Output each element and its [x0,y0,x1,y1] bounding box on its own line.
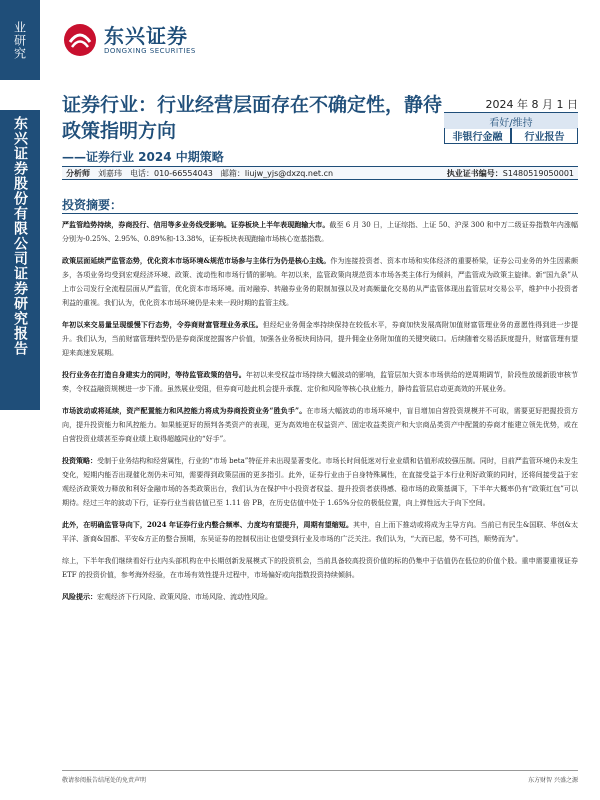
disclaimer-note: 敬请参阅报告结尾处的免责声明 [62,777,147,784]
sidebar [0,0,40,800]
analyst-phone: 010-66554043 [154,168,213,178]
sidebar-main-label: 东兴证券股份有限公司证券研究报告 [0,110,40,410]
analyst-email[interactable]: liujw_yjs@dxzq.net.cn [244,168,334,178]
analyst-bar [62,166,578,180]
email-label: 邮箱： [220,168,245,178]
paragraph: 此外，在明确监管导向下，2024 年证券行业内整合频率、力度均有望提升，周期有望缩短。其中，自上而下推动或将成为主导方向。当前已有民生&国联、华创&太平洋、浙商&国都、平安&方正的整合预期，东吴证券的控制权出让也望受到行业及市场的广泛关注。我们认为，“大而已起，势不可挡，顺势而为”。 [62,520,578,543]
paragraph: 年初以来交易量呈现缓慢下行态势，令券商财富管理业务承压。但经纪业务佣金率持续保持在较低水平，券商加快发展高附加值财富管理业务的意愿性得到进一步提升。我们认为，当前财富管理转型仍是券商深度挖掘客户价值，加强各业务板块间协同，提升佣金业务附加值的关键突破口。后续随着交易活跃度提升，财富管理有望迎来高速发展期。 [62,320,579,357]
paragraph: 严监管趋势持续，券商投行、信用等多业务线受影响。证券板块上半年表现跑输大市。截至 6 月 30 日，上证综指、上证 50、沪深 300 和中万二级证券指数年内涨幅分别为-0.25%、2.95%、0.89%和-13.38%，证券板块表现跑输市场核心宽基指数。 [62,220,578,243]
paragraph: 投行业务在打造自身建实力的同时，等待监管政策的信号。年初以来受权益市场持续大幅波动的影响，监管层加大资本市场供给的逆周期调节，阶段性放缓新股审核节奏，令权益融资规模进一步下滑。虽然展业受阻，但券商可趁此机会提升承揽、定价和风险等核心执业能力，静待监管层启动更高效的开展业务。 [62,370,579,393]
risk-warning: 风险提示：宏观经济下行风险、政策风险、市场风险、流动性风险。 [62,592,272,601]
report-date: 2024 年 8 月 1 日 [485,98,578,111]
tag-report-type: 行业报告 [511,128,578,144]
paragraph: 投资策略：受制于业务结构和经营属性，行业的“市场 beta”特征并未出现显著变化。市场长时间低迷对行业业绩和估值形成较强压制。同时，目前严监管环境仍未发生变化，短期内能否出现催化剂仍未可知，需要得到政策层面的更多指引。此外，证券行业由于自身特殊属性，在直接受益于本行业利好政策的同时，还将间接受益于宏观经济政策效力释放和利好金融市场的各类政策出台，我们认为在保护中小投资者权益、提升投资者获得感、稳市场的政策基调下，下半年大概率仍有“政策红包”可以期待。经过三年的波动下行，证券行业当前估值已至 1.11 倍 PB，在历史估值中处于 1.65%分位的极低位置，向上弹性远大于向下空间。 [62,456,578,507]
summary-divider [62,213,578,214]
paragraph: 政策层面延续严监管态势，优化资本市场环境&规范市场参与主体行为仍是核心主线。作为连接投资者、资本市场和实体经济的重要桥梁，证券公司业务的外生因素颇多，各项业务均受到宏观经济环境、政策、流动性和市场行情的影响。年初以来，监管政策向规范资本市场各类主体行为倾斜，严监管成为政策主旋律。新“国九条”从上市公司发行全流程层面从严监管，优化资本市场环境。而对融券、转融券业务的限制加强以及对高频量化交易的从严监管体现出监管层对交易公平，维护中小投资者利益的重视。我们认为，优化资本市场环境仍是未来一段时期的监管主线。 [62,256,578,307]
cert-label: 执业证书编号： [446,168,503,178]
logo-mark-icon [62,22,98,58]
tag-sector: 非银行金融 [444,128,511,144]
report-title: 证券行业：行业经营层面存在不确定性，静待政策指明方向 [62,94,443,142]
phone-label: 电话： [130,168,154,178]
summary-heading: 投资摘要： [62,198,123,212]
sidebar-top-label: 业研究 [0,0,40,80]
analyst-label: 分析师 [66,168,90,178]
rating-badge: 看好/维持 [444,112,578,129]
footer-slogan: 东方财智 兴盛之源 [528,777,578,784]
summary-body [62,218,578,612]
report-subtitle: ——证券行业 2024 中期策略 [62,150,224,164]
company-logo [62,22,196,58]
logo-en-text: DONGXING SECURITIES [104,47,196,55]
logo-cn-text: 东兴证券 [104,24,188,48]
analyst-cert: S1480519050001 [502,168,574,178]
page-footer [62,770,578,784]
paragraph: 综上，下半年我们继续看好行业内头部机构在中长期创新发展模式下的投资机会，当前具备较高投资价值的标的仍集中于估值仍在低位的价值个股。重申需要重视证券 ETF 的投资价值，参考海外经验，在市场有效性提升过程中，市场偏好或向指数投资持续倾斜。 [62,557,578,579]
category-tags [444,128,578,144]
analyst-name: 刘嘉玮 [98,168,122,178]
paragraph: 市场波动或将延续，资产配置能力和风控能力将成为券商投资业务“胜负手”。在市场大幅波动的市场环境中，盲目增加自营投资规模并不可取，需要更好把握投资方向，提升投资能力和风控能力。如果能更好的预判各类资产的表现，更为高效地在权益资产、固定收益类资产和大宗商品类资产中配置的券商才能建立领先优势，或在自营投资业绩甚至券商业绩上取得超越同业的“好手”。 [62,406,578,443]
